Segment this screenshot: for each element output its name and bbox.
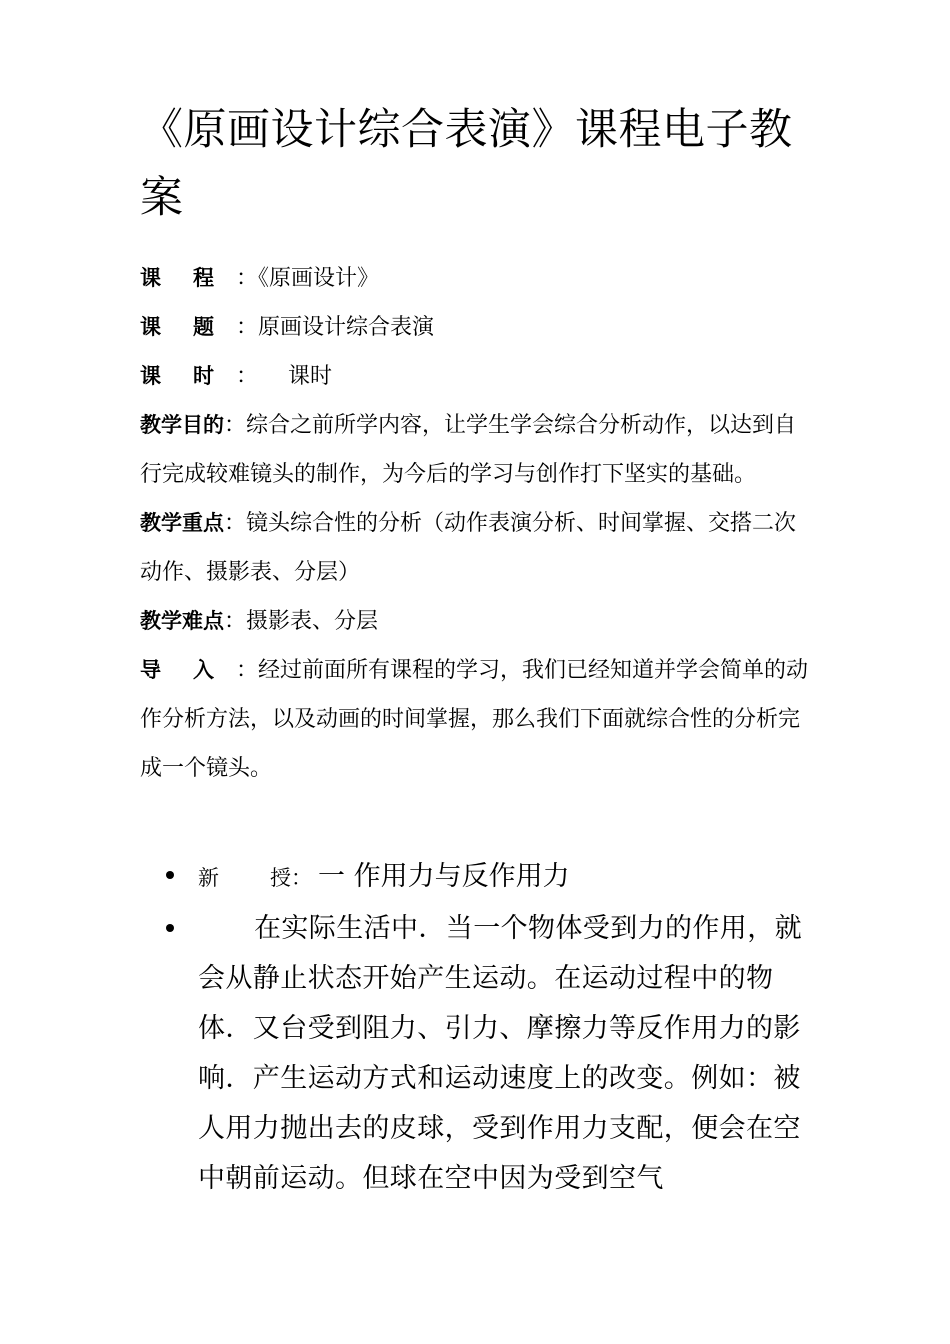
field-objective-label: 教学目的 [140,413,224,437]
field-hours-label [140,352,236,401]
bullet-list [140,855,812,1204]
document-title: 《原画设计综合表演》课程电子教案 [140,105,793,223]
label-char: 导 [140,658,161,682]
field-difficulties-value: 摄影表、分层 [246,609,379,634]
colon: ： [236,315,259,340]
field-course-value: 《原画设计》 [258,266,380,291]
paragraph-text: 在实际生活中．当一个物体受到力的作用，就会从静止状态开始产生运动。在运动过程中的物体．又台受到阻力、引力、摩擦力等反作用力的影响．产生运动方式和运动速度上的改变。例如：被人用力抛出去的皮球，受到作用力支配，便会在空中朝前运动。但球在空中因为受到空气 [198,913,802,1194]
field-difficulties-label: 教学难点 [140,609,224,633]
field-course-label [140,254,236,303]
section-heading: 一 作用力与反作用力 [318,861,570,892]
label-char: 时 [193,364,214,388]
field-key-points [140,499,812,597]
new-lesson-label-b: 授： [270,866,312,890]
field-difficulties [140,597,812,646]
field-key-points-label: 教学重点 [140,511,224,535]
label-char: 课 [140,364,161,388]
field-objective-value: 综合之前所学内容，让学生学会综合分析动作，以达到自行完成较难镜头的制作，为今后的学习与创作打下坚实的基础。 [140,413,797,487]
colon: ： [236,364,259,389]
field-course [140,254,812,303]
field-intro-value: 经过前面所有课程的学习，我们已经知道并学会简单的动作分析方法，以及动画的时间掌握，那么我们下面就综合性的分析完成一个镜头。 [140,658,809,781]
field-topic-label [140,303,236,352]
label-char: 课 [140,315,161,339]
label-char: 课 [140,266,161,290]
field-key-points-value: 镜头综合性的分析（动作表演分析、时间掌握、交搭二次动作、摄影表、分层） [140,511,797,585]
label-char: 入 [193,658,214,682]
field-hours-value: 课时 [288,364,333,389]
field-intro-label [140,646,236,695]
label-char: 题 [193,315,214,339]
field-topic [140,303,812,352]
field-hours [140,352,812,401]
label-char: 程 [193,266,214,290]
bullet-item-paragraph [140,904,812,1204]
field-objective [140,401,812,499]
field-intro [140,646,812,793]
bullet-icon [166,871,174,879]
field-topic-value: 原画设计综合表演 [258,315,435,340]
new-lesson-label-a: 新 [198,866,219,890]
colon: ： [224,511,247,536]
colon: ： [224,609,247,634]
colon: ： [236,658,259,683]
colon: ： [236,266,259,291]
bullet-icon [166,924,174,932]
document-page [140,96,812,793]
colon: ： [224,413,247,438]
bullet-item-new-lesson [140,855,812,900]
